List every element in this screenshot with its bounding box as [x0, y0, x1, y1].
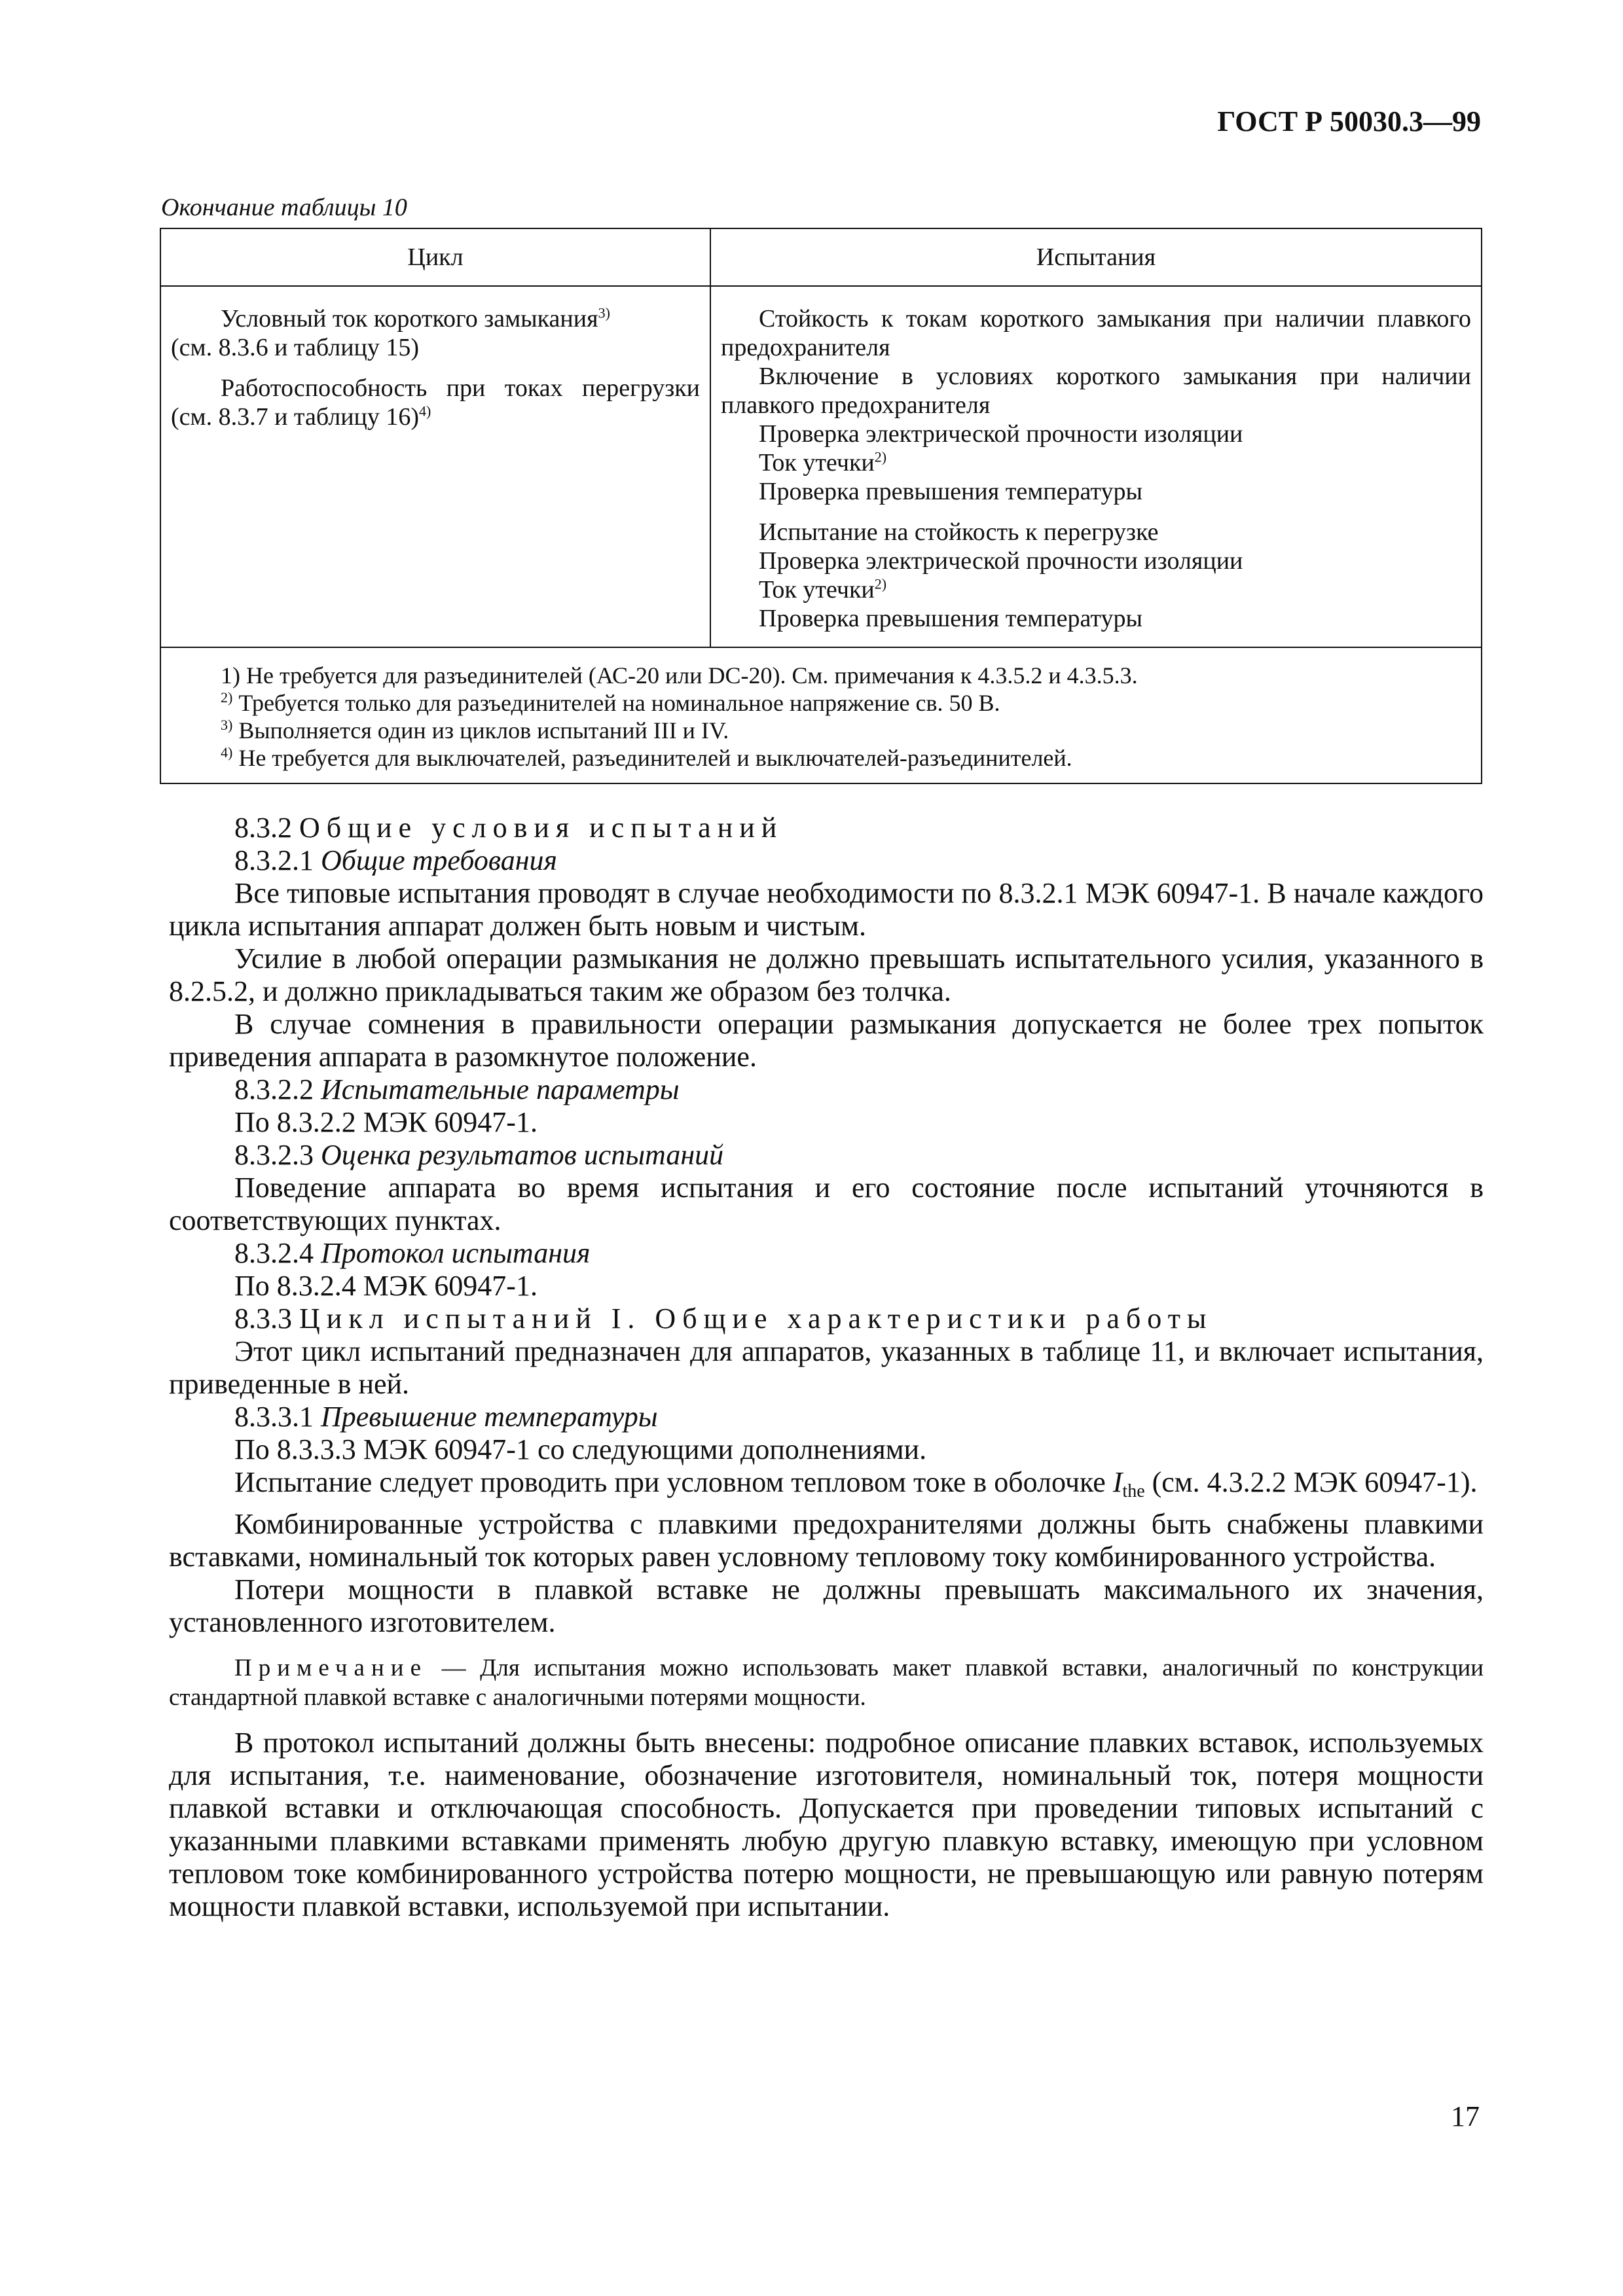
- table-row: [160, 286, 1482, 647]
- paragraph: Испытание следует проводить при условном тепловом токе в оболочке $I_{the}$ (см. 4.3.2.2 МЭК 60947-1).: [234, 1466, 1478, 1501]
- table-note: $^{4)}$ Не требуется для выключателей, разъединителей и выключателей-разъединителей.: [221, 744, 1072, 771]
- table-caption: Окончание таблицы 10: [161, 194, 407, 221]
- section-heading: 8.3.2 Общие условия испытаний: [234, 812, 784, 844]
- subsection-heading: 8.3.2.4 Протокол испытания: [234, 1237, 591, 1269]
- section-heading: 8.3.3 Цикл испытаний I. Общие характеристики работы: [234, 1302, 1213, 1335]
- paragraph: В случае сомнения в правильности операции размыкания допускается не более трех попыток приведения аппарата в разомкнутое положение.: [169, 1008, 1484, 1073]
- cycle-name: Работоспособность при токах перегрузки (см. 8.3.7 и таблицу 16)$^{4)}$: [171, 374, 700, 431]
- document-body: [169, 812, 1484, 1923]
- test-item: Проверка превышения температуры: [759, 478, 1142, 505]
- page-number: 17: [1451, 2100, 1480, 2132]
- paragraph: По 8.3.3.3 МЭК 60947-1 со следующими дополнениями.: [234, 1433, 927, 1465]
- paragraph: Усилие в любой операции размыкания не должно превышать испытательного усилия, указанного в 8.2.5.2, и должно прикладываться таким же образом без толчка.: [169, 942, 1484, 1007]
- table-header-row: [160, 228, 1482, 286]
- test-item: Проверка электрической прочности изоляции: [759, 420, 1243, 448]
- table-notes: [160, 647, 1482, 783]
- paragraph: Поведение аппарата во время испытания и его состояние после испытаний уточняются в соответствующих пунктах.: [169, 1172, 1484, 1236]
- note: Примечание — Для испытания можно использовать макет плавкой вставки, аналогичный по конструкции стандартной плавкой вставке с аналогичными потерями мощности.: [169, 1655, 1484, 1711]
- table-note: $^{2)}$ Требуется только для разъединителей на номинальное напряжение св. 50 В.: [221, 689, 1000, 716]
- test-item: Ток утечки$^{2)}$: [759, 575, 887, 603]
- subsection-heading: 8.3.2.1 Общие требования: [234, 844, 558, 876]
- test-item: Испытание на стойкость к перегрузке: [759, 518, 1159, 546]
- test-item: Ток утечки$^{2)}$: [759, 448, 887, 476]
- subsection-heading: 8.3.2.3 Оценка результатов испытаний: [234, 1139, 724, 1171]
- document-header: ГОСТ Р 50030.3—99: [1217, 105, 1481, 137]
- test-item: Проверка электрической прочности изоляции: [759, 547, 1243, 575]
- paragraph: Все типовые испытания проводят в случае необходимости по 8.3.2.1 МЭК 60947-1. В начале каждого цикла испытания аппарат должен быть новым и чистым.: [169, 877, 1484, 942]
- cycle-reference: (см. 8.3.6 и таблицу 15): [171, 334, 420, 361]
- test-item: Включение в условиях короткого замыкания при наличии плавкого предохранителя: [721, 363, 1471, 419]
- paragraph: Комбинированные устройства с плавкими предохранителями должны быть снабжены плавкими вставками, номинальный ток которых равен условному тепловому току комбинированного устройства.: [169, 1508, 1484, 1573]
- cycle-cell: [160, 286, 710, 647]
- column-header-cycle: Цикл: [160, 228, 710, 286]
- table-note: 1) Не требуется для разъединителей (АС-20 или DC-20). См. примечания к 4.3.5.2 и 4.3.5.3.: [221, 662, 1138, 689]
- table-notes-row: [160, 647, 1482, 783]
- column-header-tests: Испытания: [710, 228, 1482, 286]
- note-label: Примечание: [234, 1655, 428, 1681]
- tests-table: [160, 228, 1482, 784]
- paragraph: Потери мощности в плавкой вставке не должны превышать максимального их значения, установленного изготовителем.: [169, 1573, 1484, 1638]
- test-item: Проверка превышения температуры: [759, 605, 1142, 632]
- cycle-name: Условный ток короткого замыкания$^{3)}$: [221, 304, 610, 332]
- paragraph: По 8.3.2.2 МЭК 60947-1.: [234, 1106, 538, 1138]
- paragraph: По 8.3.2.4 МЭК 60947-1.: [234, 1270, 538, 1302]
- paragraph: Этот цикл испытаний предназначен для аппаратов, указанных в таблице 11, и включает испытания, приведенные в ней.: [169, 1335, 1484, 1400]
- table-note: $^{3)}$ Выполняется один из циклов испытаний III и IV.: [221, 717, 729, 744]
- paragraph: В протокол испытаний должны быть внесены: подробное описание плавких вставок, используемых для испытания, т.е. наименование, обозначение изготовителя, номинальный ток, потеря мощности плавкой вставки и отключающая способность. Допускается при проведении типовых испытаний с указанными плавкими вставками применять любую другую плавкую вставку, имеющую при условном тепловом токе комбинированного устройства потерю мощности, не превышающую или равную потерям мощности плавкой вставки, используемой при испытании.: [169, 1727, 1484, 1922]
- test-item: Стойкость к токам короткого замыкания при наличии плавкого предохранителя: [721, 305, 1471, 361]
- subsection-heading: 8.3.2.2 Испытательные параметры: [234, 1073, 680, 1105]
- tests-cell: [710, 286, 1482, 647]
- subsection-heading: 8.3.3.1 Превышение температуры: [234, 1401, 658, 1433]
